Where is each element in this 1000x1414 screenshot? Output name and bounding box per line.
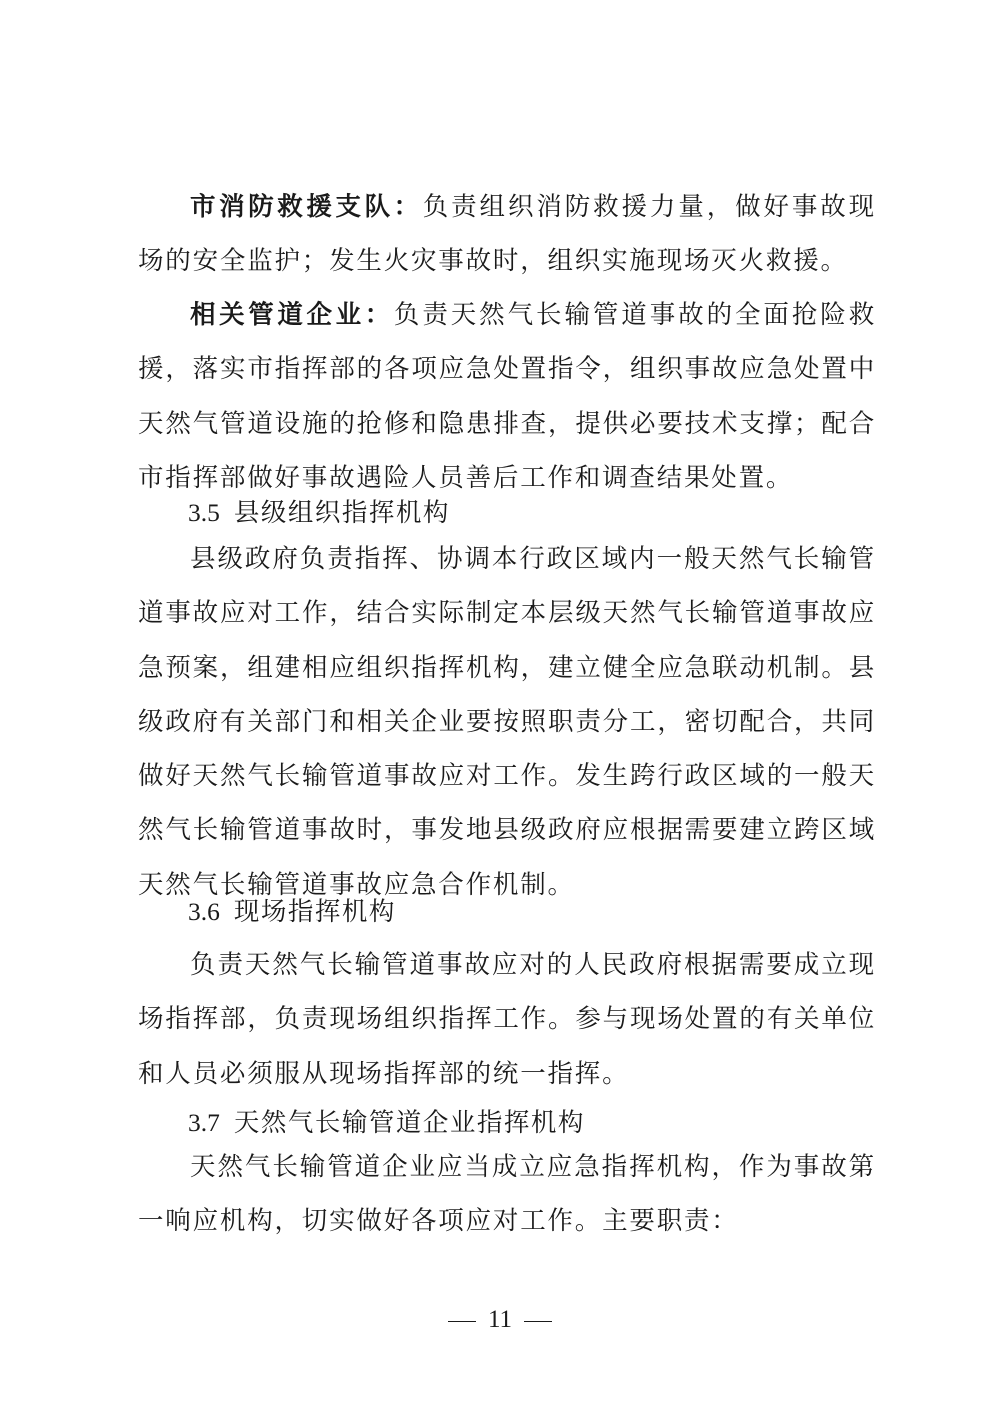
page-footer bbox=[0, 1300, 1000, 1340]
paragraph-pipeline-company bbox=[138, 288, 876, 505]
section-body-3-5: 县级政府负责指挥、协调本行政区域内一般天然气长输管道事故应对工作，结合实际制定本层级天然气长输管道事故应急预案，组建相应组织指挥机构，建立健全应急联动机制。县级政府有关部门和相关企业要按照职责分工，密切配合，共同做好天然气长输管道事故应对工作。发生跨行政区域的一般天然气长输管道事故时，事发地县级政府应根据需要建立跨区域天然气长输管道事故应急合作机制。 bbox=[138, 544, 876, 900]
section-body-3-7: 天然气长输管道企业应当成立应急指挥机构，作为事故第一响应机构，切实做好各项应对工作。主要职责： bbox=[138, 1152, 876, 1237]
footer-dash-left bbox=[448, 1321, 476, 1323]
section-number: 3.5 bbox=[188, 498, 220, 527]
paragraph-text: 负责组织消防救援力量，做好事故现场的安全监护；发生火灾事故时，组织实施现场灭火救援。 bbox=[138, 192, 876, 277]
section-title: 现场指挥机构 bbox=[233, 897, 396, 927]
footer-dash-right bbox=[524, 1321, 552, 1323]
section-number: 3.7 bbox=[188, 1108, 220, 1137]
section-number: 3.6 bbox=[188, 897, 220, 926]
paragraph-lead: 市消防救援支队： bbox=[190, 192, 423, 222]
section-heading-3-6 bbox=[188, 885, 396, 939]
paragraph-lead: 相关管道企业： bbox=[190, 300, 394, 330]
section-title: 县级组织指挥机构 bbox=[233, 498, 450, 528]
paragraph-fire-brigade bbox=[138, 180, 876, 289]
page-number: 11 bbox=[487, 1306, 513, 1333]
section-title: 天然气长输管道企业指挥机构 bbox=[233, 1108, 585, 1138]
section-body-3-6: 负责天然气长输管道事故应对的人民政府根据需要成立现场指挥部，负责现场组织指挥工作。参与现场处置的有关单位和人员必须服从现场指挥部的统一指挥。 bbox=[138, 950, 876, 1089]
paragraph-text: 负责天然气长输管道事故的全面抢险救援，落实市指挥部的各项应急处置指令，组织事故应急处置中天然气管道设施的抢修和隐患排查，提供必要技术支撑；配合市指挥部做好事故遇险人员善后工作和调查结果处置。 bbox=[138, 300, 876, 493]
